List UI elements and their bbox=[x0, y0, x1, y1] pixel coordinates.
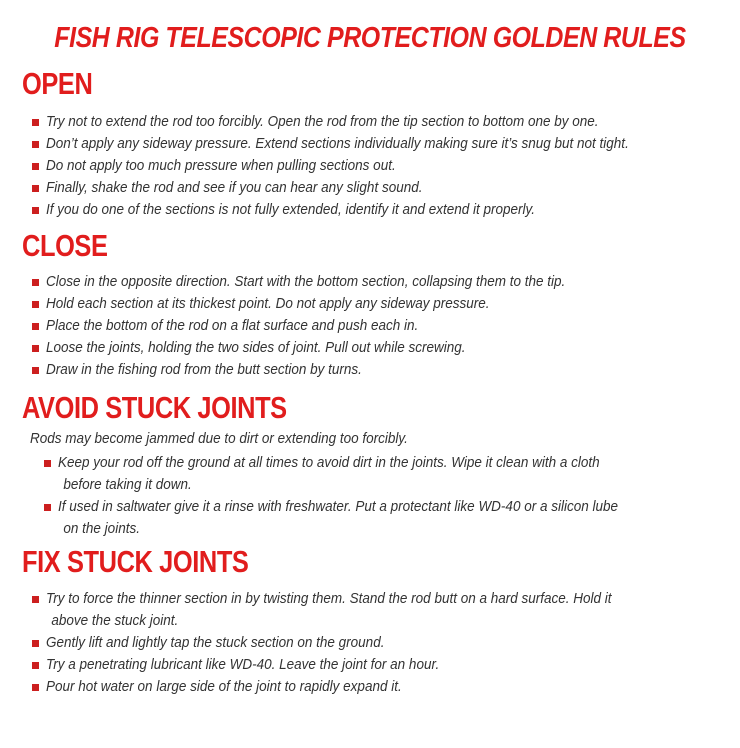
bullet-icon bbox=[32, 345, 39, 352]
list-item: Place the bottom of the rod on a flat surface and push each in. bbox=[30, 315, 623, 337]
avoid-intro-text: Rods may become jammed due to dirt or extending too forcibly. bbox=[30, 430, 408, 447]
list-item: If used in saltwater give it a rinse with freshwater. Put a protectant like WD-40 or a silicon lube on the joints. bbox=[42, 496, 680, 540]
bullet-icon bbox=[32, 279, 39, 286]
list-item: Try a penetrating lubricant like WD-40. Leave the joint for an hour. bbox=[30, 654, 674, 676]
list-item: Finally, shake the rod and see if you can hear any slight sound. bbox=[30, 177, 694, 199]
bullet-icon bbox=[44, 460, 51, 467]
section-heading-open: OPEN bbox=[22, 66, 93, 101]
bullet-icon bbox=[32, 141, 39, 148]
bullet-icon bbox=[32, 323, 39, 330]
bullet-icon bbox=[32, 301, 39, 308]
close-rules-list bbox=[30, 271, 623, 381]
list-item: Draw in the fishing rod from the butt section by turns. bbox=[30, 359, 623, 381]
list-item: Try to force the thinner section in by twisting them. Stand the rod butt on a hard surface. Hold it above the stuck joint. bbox=[30, 588, 674, 632]
list-item: Close in the opposite direction. Start with the bottom section, collapsing them to the tip. bbox=[30, 271, 623, 293]
list-item: Don’t apply any sideway pressure. Extend sections individually making sure it’s snug but not tight. bbox=[30, 133, 694, 155]
list-item: Gently lift and lightly tap the stuck section on the ground. bbox=[30, 632, 674, 654]
list-item: Try not to extend the rod too forcibly. Open the rod from the tip section to bottom one by one. bbox=[30, 111, 694, 133]
page-title: FISH RIG TELESCOPIC PROTECTION GOLDEN RULES bbox=[54, 22, 686, 54]
bullet-icon bbox=[32, 662, 39, 669]
list-item: Loose the joints, holding the two sides of joint. Pull out while screwing. bbox=[30, 337, 623, 359]
list-item: Hold each section at its thickest point. Do not apply any sideway pressure. bbox=[30, 293, 623, 315]
list-item: Keep your rod off the ground at all times to avoid dirt in the joints. Wipe it clean with a cloth before taking it down. bbox=[42, 452, 680, 496]
fix-rules-list bbox=[30, 588, 674, 698]
list-item: If you do one of the sections is not fully extended, identify it and extend it properly. bbox=[30, 199, 694, 221]
list-item: Do not apply too much pressure when pulling sections out. bbox=[30, 155, 694, 177]
avoid-rules-list bbox=[42, 452, 680, 540]
list-item: Pour hot water on large side of the joint to rapidly expand it. bbox=[30, 676, 674, 698]
bullet-icon bbox=[32, 207, 39, 214]
bullet-icon bbox=[32, 596, 39, 603]
bullet-icon bbox=[32, 367, 39, 374]
bullet-icon bbox=[32, 684, 39, 691]
bullet-icon bbox=[32, 119, 39, 126]
section-heading-close: CLOSE bbox=[22, 228, 108, 263]
bullet-icon bbox=[44, 504, 51, 511]
bullet-icon bbox=[32, 640, 39, 647]
section-heading-fix: FIX STUCK JOINTS bbox=[22, 544, 249, 579]
section-heading-avoid: AVOID STUCK JOINTS bbox=[22, 390, 287, 425]
open-rules-list bbox=[30, 111, 694, 221]
bullet-icon bbox=[32, 185, 39, 192]
bullet-icon bbox=[32, 163, 39, 170]
